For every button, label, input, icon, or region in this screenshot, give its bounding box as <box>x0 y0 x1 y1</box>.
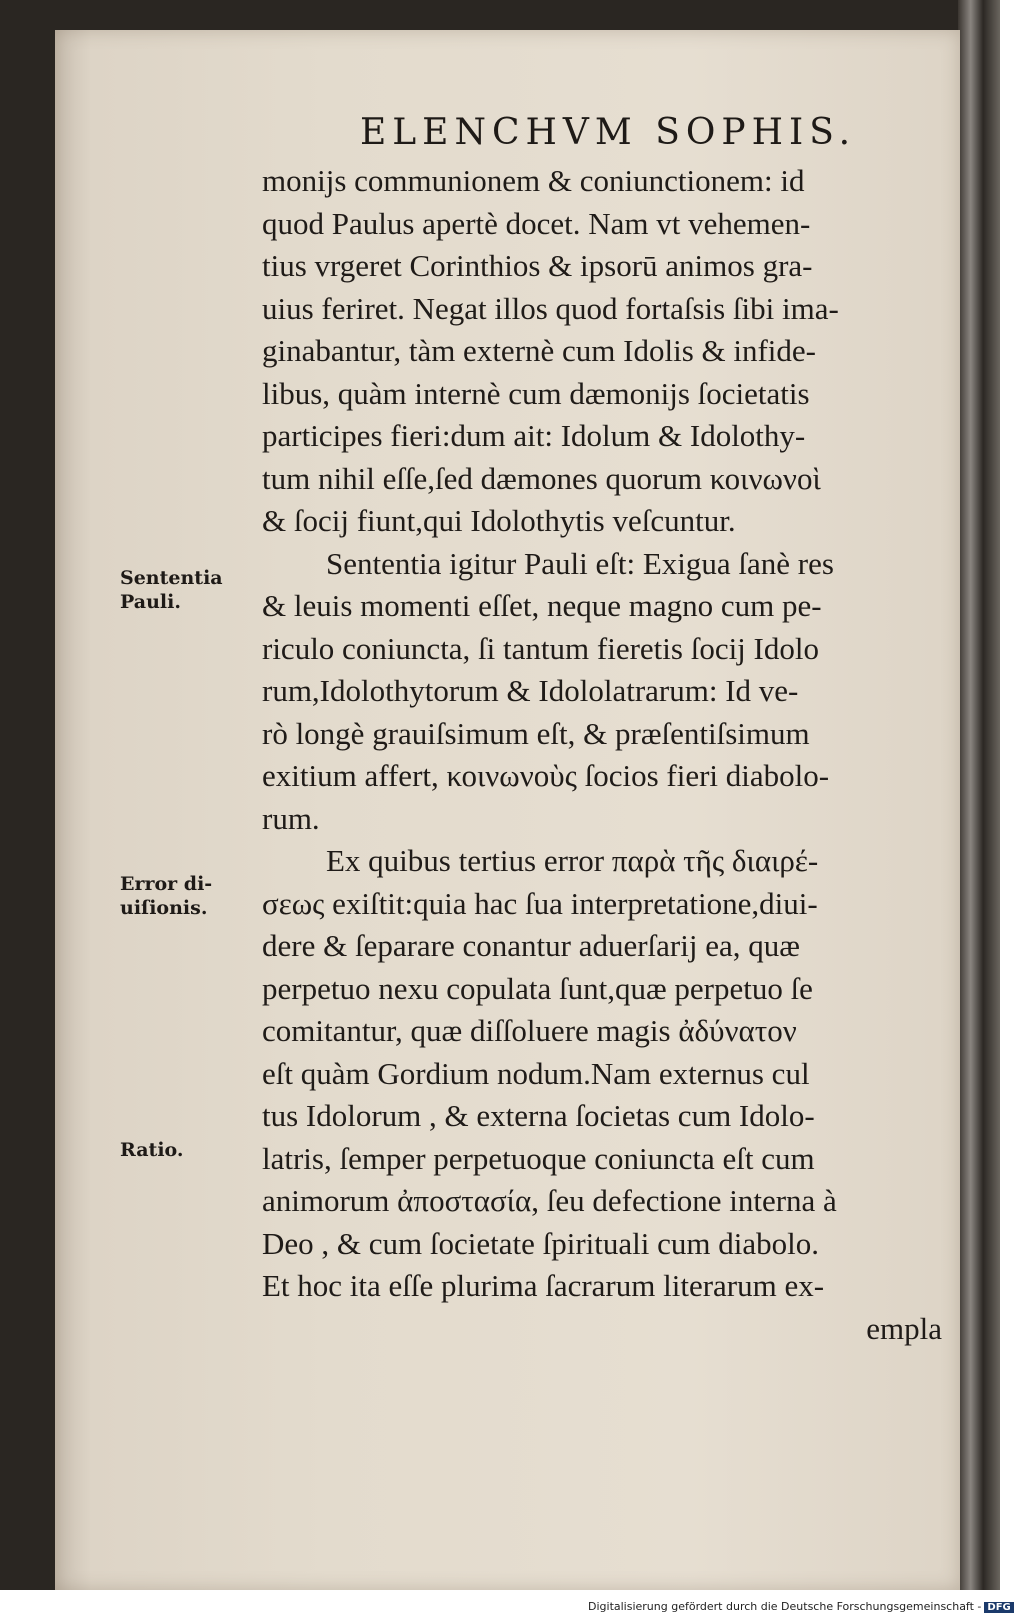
text-line: dere & ſeparare conantur aduerſarij ea, quæ <box>262 928 800 963</box>
text-line: exitium affert, κοινωνοὺς ſocios fieri diabolo- <box>262 758 830 793</box>
text-line: riculo coniuncta, ſi tantum fieretis ſocij Idolo <box>262 630 819 666</box>
text-line: uius feriret. Negat illos quod fortaſsis ſibi ima- <box>262 290 839 326</box>
text-line: latris, ſemper perpetuoque coniuncta eſt cum <box>262 1140 815 1176</box>
margin-note-ratio <box>120 1138 240 1162</box>
margin-note-error <box>120 872 240 920</box>
text-line: comitantur, quæ diſſoluere magis ἀδύνατον <box>262 1013 797 1048</box>
book-edge <box>958 0 1000 1590</box>
footer-text: Digitalisierung gefördert durch die Deutsche Forschungsgemeinschaft - <box>588 1600 982 1613</box>
text-line: Et hoc ita eſſe plurima ſacrarum literarum ex- <box>262 1268 825 1303</box>
text-line: tius vrgeret Corinthios & ipsorū animos gra- <box>262 248 813 283</box>
text-line: participes fieri:dum ait: Idolum & Idolothy- <box>262 418 806 453</box>
text-line: monijs communionem & coniunctionem: id <box>262 163 805 198</box>
text-line: quod Paulus apertè docet. Nam vt vehemen- <box>262 205 811 241</box>
margin-note-sententia <box>120 566 240 614</box>
text-line: libus, quàm internè cum dæmonijs ſocietatis <box>262 375 810 411</box>
text-line: rum,Idolothytorum & Idololatrarum: Id ve- <box>262 673 799 708</box>
dfg-logo: DFG <box>984 1602 1013 1613</box>
text-line: rum. <box>262 800 320 836</box>
text-line: perpetuo nexu copulata ſunt,quæ perpetuo ſe <box>262 970 813 1006</box>
margin-note-line: Sententia <box>120 567 223 589</box>
text-line: & ſocij fiunt,qui Idolothytis veſcuntur. <box>262 503 736 538</box>
margin-note-line: Ratio. <box>120 1139 184 1161</box>
catchword: empla <box>866 1310 942 1346</box>
body-text <box>262 160 942 1350</box>
text-line: eſt quàm Gordium nodum.Nam externus cul <box>262 1055 810 1091</box>
text-line: tus Idolorum , & externa ſocietas cum Idolo- <box>262 1098 815 1133</box>
margin-note-line: uiſionis. <box>120 897 208 919</box>
text-line: tum nihil eſſe,ſed dæmones quorum κοινωνοὶ <box>262 460 821 496</box>
text-line: Deo , & cum ſocietate ſpirituali cum diabolo. <box>262 1225 819 1261</box>
margin-note-line: Error di- <box>120 873 213 895</box>
text-line: σεως exiſtit:quia hac ſua interpretatione,diui- <box>262 885 818 921</box>
text-line: animorum ἀποστασία, ſeu defectione interna à <box>262 1183 837 1218</box>
text-line: rò longè grauiſsimum eſt, & præſentiſsimum <box>262 715 810 751</box>
text-line: Sententia igitur Pauli eſt: Exigua ſanè res <box>326 545 834 581</box>
text-line: & leuis momenti eſſet, neque magno cum pe- <box>262 588 822 623</box>
text-line: Ex quibus tertius error παρὰ τῆς διαιρέ- <box>326 843 819 878</box>
running-header: ELENCHVM SOPHIS. <box>360 112 857 153</box>
margin-note-line: Pauli. <box>120 591 181 613</box>
text-line: ginabantur, tàm externè cum Idolis & infide- <box>262 333 817 368</box>
footer-credit <box>588 1600 1011 1613</box>
